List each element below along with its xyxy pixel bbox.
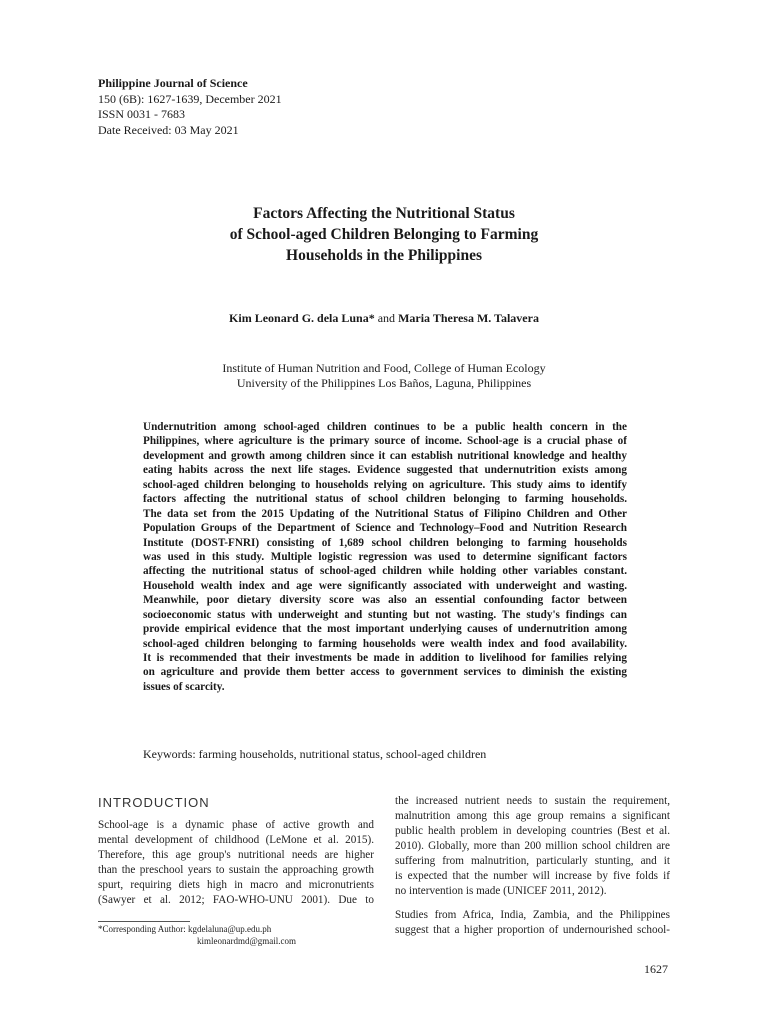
abstract-line: on agriculture and provide them better access to government services to diminish the existing: [143, 666, 627, 679]
author-list: [0, 311, 768, 326]
paper-title: [0, 203, 768, 266]
abstract-line: It is recommended that their investments be made in addition to livelihood for families relying: [143, 652, 627, 664]
journal-name: Philippine Journal of Science: [98, 76, 248, 90]
abstract-line: eating habits across the next life stages. Evidence suggested that undernutrition exists among: [143, 464, 627, 477]
abstract-line: Population Groups of the Department of Science and Technology–Food and Nutrition Research: [143, 522, 627, 535]
body-line: spurt, requiring diets high in macro and micronutrients: [98, 879, 374, 891]
abstract-line: The data set from the 2015 Updating of the Nutritional Status of Filipino Children and Other: [143, 507, 627, 520]
footnote-line: kimleonardmd@gmail.com: [197, 935, 297, 946]
body-line: no intervention is made (UNICEF 2011, 2012).: [395, 885, 607, 897]
abstract-line: Institute (DOST-FNRI) consisting of 1,689 school children belonging to farming households: [143, 536, 627, 549]
date-received: Date Received: 03 May 2021: [98, 122, 239, 137]
affiliation-line: University of the Philippines Los Baños, Laguna, Philippines: [236, 376, 532, 390]
abstract-line: Meanwhile, poor dietary diversity score was also an essential confounding factor between: [143, 594, 627, 607]
abstract-line: issues of scarcity.: [143, 680, 225, 693]
body-line: public health problem in developing countries (Best et al.: [395, 825, 670, 837]
body-line: suggest that a higher proportion of undernourished school-: [395, 924, 670, 936]
volume-info: 150 (6B): 1627-1639, December 2021: [98, 91, 282, 106]
body-line: Studies from Africa, India, Zambia, and the Philippines: [395, 909, 670, 921]
abstract-line: Philippines, where agriculture is the primary source of income. School-age is a crucial phase of: [143, 435, 627, 448]
affiliation: [0, 361, 768, 391]
abstract-line: school-aged children belonging to households relying on agriculture. This study aims to identify: [143, 478, 627, 491]
body-line: is expected that the number will increase by five folds if: [395, 870, 670, 882]
body-line: mental development of childhood (LeMone et al. 2015).: [98, 834, 374, 846]
body-line: (Sawyer et al. 2012; FAO-WHO-UNU 2001). Due to: [98, 894, 374, 906]
body-line: malnutrition among this age group remains a significant: [395, 810, 670, 822]
abstract-line: was used in this study. Multiple logistic regression was used to determine significant factors: [143, 550, 627, 563]
abstract-line: factors affecting the nutritional status of school children belonging to farming households.: [143, 493, 627, 506]
affiliation-line: Institute of Human Nutrition and Food, College of Human Ecology: [222, 361, 546, 375]
section-heading-introduction: INTRODUCTION: [98, 795, 210, 810]
abstract-line: affecting the nutritional status of school-aged children while holding other variables constant.: [143, 565, 627, 578]
introduction-right-column-paragraph-1: [395, 794, 670, 899]
author-conjunction: and: [374, 311, 399, 325]
page-number: 1627: [644, 962, 668, 976]
keywords: Keywords: farming households, nutritional status, school-aged children: [143, 747, 487, 761]
abstract-line: school-aged children belonging to farming households were wealth index and food availability.: [143, 637, 627, 650]
abstract-line: provide empirical evidence that the most important underlying causes of undernutrition among: [143, 623, 627, 636]
title-line: Households in the Philippines: [286, 247, 482, 264]
abstract: [143, 420, 627, 694]
body-line: School-age is a dynamic phase of active growth and: [98, 819, 374, 831]
abstract-line: Household wealth index and age were significantly associated with underweight and wasting.: [143, 579, 627, 592]
body-line: Therefore, this age group's nutritional needs are higher: [98, 849, 374, 861]
introduction-left-column: [98, 818, 374, 908]
footnote-divider: [98, 921, 190, 922]
issn: ISSN 0031 - 7683: [98, 107, 186, 121]
title-line: of School-aged Children Belonging to Farming: [229, 226, 539, 243]
abstract-line: socioeconomic status with underweight and stunting but not wasting. The study's findings can: [143, 608, 627, 621]
body-line: than the preschool years to sustain the approaching growth: [98, 864, 374, 876]
author-name: Maria Theresa M. Talavera: [398, 311, 539, 325]
body-line: 2010). Globally, more than 200 million school children are: [395, 840, 670, 852]
abstract-line: Undernutrition among school-aged children continues to be a public health concern in the: [143, 421, 627, 433]
corresponding-author-footnote: [98, 924, 296, 947]
journal-header: [98, 76, 282, 138]
footnote-line: *Corresponding Author: kgdelaluna@up.edu.ph: [98, 924, 272, 934]
body-line: suffering from malnutrition, particularly stunting, and it: [395, 855, 670, 867]
introduction-right-column-paragraph-2: [395, 908, 670, 938]
body-line: the increased nutrient needs to sustain the requirement,: [395, 795, 670, 807]
author-name: Kim Leonard G. dela Luna*: [229, 311, 375, 325]
abstract-line: development and growth among children since it can establish nutritional knowledge and healthy: [143, 449, 627, 462]
title-line: Factors Affecting the Nutritional Status: [253, 205, 515, 222]
